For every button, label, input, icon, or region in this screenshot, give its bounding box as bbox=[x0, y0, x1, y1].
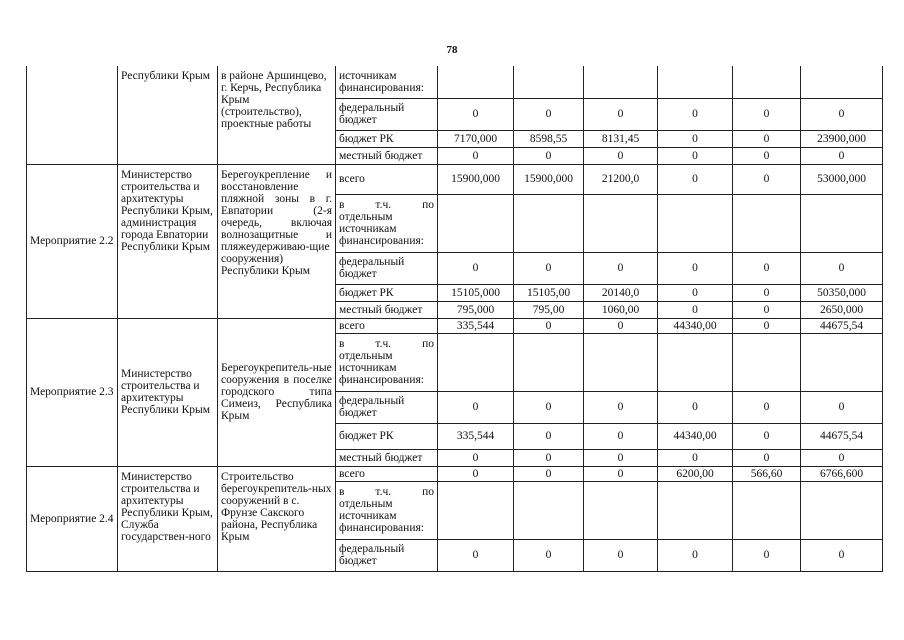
value-cell bbox=[801, 194, 883, 252]
value-cell: 15105,00 bbox=[514, 284, 584, 301]
value-cell: 0 bbox=[438, 391, 514, 423]
value-cell bbox=[658, 481, 733, 539]
value-cell: 0 bbox=[733, 301, 801, 318]
value-cell bbox=[514, 481, 584, 539]
source-cell: в т.ч. по отдельным источникам финансирования: bbox=[336, 194, 438, 252]
value-cell: 0 bbox=[733, 284, 801, 301]
value-cell: 8131,45 bbox=[584, 130, 658, 147]
value-cell: 0 bbox=[658, 284, 733, 301]
value-cell: 0 bbox=[584, 318, 658, 333]
value-cell bbox=[733, 481, 801, 539]
source-cell: всего bbox=[336, 164, 438, 194]
source-cell: федеральный бюджет bbox=[336, 252, 438, 284]
value-cell bbox=[514, 194, 584, 252]
value-cell: 566,60 bbox=[733, 466, 801, 481]
value-cell bbox=[438, 194, 514, 252]
value-cell: 15900,000 bbox=[514, 164, 584, 194]
value-cell: 20140,0 bbox=[584, 284, 658, 301]
value-cell: 0 bbox=[514, 391, 584, 423]
value-cell: 0 bbox=[514, 318, 584, 333]
value-cell: 795,00 bbox=[514, 301, 584, 318]
value-cell: 0 bbox=[514, 147, 584, 164]
source-cell: местный бюджет bbox=[336, 449, 438, 466]
value-cell bbox=[514, 333, 584, 391]
value-cell bbox=[584, 194, 658, 252]
object-cell: Берегоукрепитель-ные сооружения в поселке городского типа Симеиз, Республика Крым bbox=[218, 318, 336, 466]
value-cell: 0 bbox=[584, 252, 658, 284]
table-row bbox=[27, 164, 883, 194]
value-cell: 0 bbox=[658, 449, 733, 466]
value-cell: 0 bbox=[514, 466, 584, 481]
source-cell: федеральный бюджет bbox=[336, 539, 438, 571]
source-cell: бюджет РК bbox=[336, 284, 438, 301]
event-label-cell: Мероприятие 2.3 bbox=[27, 318, 118, 466]
source-cell: федеральный бюджет bbox=[336, 98, 438, 130]
value-cell: 0 bbox=[801, 147, 883, 164]
executor-cell: Республики Крым bbox=[118, 66, 218, 164]
source-cell: местный бюджет bbox=[336, 301, 438, 318]
source-cell: всего bbox=[336, 466, 438, 481]
value-cell: 0 bbox=[584, 98, 658, 130]
value-cell bbox=[514, 66, 584, 98]
value-cell: 0 bbox=[733, 164, 801, 194]
value-cell: 44340,00 bbox=[658, 423, 733, 449]
value-cell: 0 bbox=[658, 301, 733, 318]
value-cell: 0 bbox=[733, 539, 801, 571]
object-cell: в районе Аршинцево, г. Керчь, Республика Крым (строительство), проектные работы bbox=[218, 66, 336, 164]
source-cell: местный бюджет bbox=[336, 147, 438, 164]
event-label-cell: Мероприятие 2.2 bbox=[27, 164, 118, 318]
value-cell: 0 bbox=[438, 539, 514, 571]
object-cell: Берегоукрепление и восстановление пляжной зоны в г. Евпатории (2-я очередь, включая волнозащитные и пляжеудерживаю-щие сооружения) Республики Крым bbox=[218, 164, 336, 318]
value-cell: 0 bbox=[801, 252, 883, 284]
event-label-cell bbox=[27, 66, 118, 164]
value-cell: 44340,00 bbox=[658, 318, 733, 333]
value-cell: 0 bbox=[658, 147, 733, 164]
value-cell bbox=[438, 333, 514, 391]
value-cell bbox=[438, 66, 514, 98]
value-cell: 50350,000 bbox=[801, 284, 883, 301]
value-cell: 15105,000 bbox=[438, 284, 514, 301]
value-cell: 44675,54 bbox=[801, 423, 883, 449]
value-cell bbox=[584, 333, 658, 391]
value-cell: 0 bbox=[658, 164, 733, 194]
table-row bbox=[27, 66, 883, 98]
object-cell: Строительство берегоукрепитель-ных сооружений в с. Фрунзе Сакского района, Республика Крым bbox=[218, 466, 336, 571]
table-row bbox=[27, 466, 883, 481]
source-cell: всего bbox=[336, 318, 438, 333]
value-cell: 0 bbox=[658, 391, 733, 423]
value-cell: 1060,00 bbox=[584, 301, 658, 318]
value-cell: 0 bbox=[801, 98, 883, 130]
value-cell: 0 bbox=[438, 252, 514, 284]
value-cell: 0 bbox=[801, 449, 883, 466]
value-cell bbox=[584, 66, 658, 98]
value-cell: 6766,600 bbox=[801, 466, 883, 481]
value-cell: 0 bbox=[584, 449, 658, 466]
value-cell: 8598,55 bbox=[514, 130, 584, 147]
value-cell: 0 bbox=[514, 252, 584, 284]
value-cell bbox=[438, 481, 514, 539]
event-label-cell: Мероприятие 2.4 bbox=[27, 466, 118, 571]
source-cell: в т.ч. по отдельным источникам финансирования: bbox=[336, 481, 438, 539]
value-cell: 0 bbox=[733, 449, 801, 466]
executor-cell: Министерство строительства и архитектуры Республики Крым, Служба государствен-ного bbox=[118, 466, 218, 571]
value-cell: 0 bbox=[733, 130, 801, 147]
value-cell: 0 bbox=[801, 391, 883, 423]
value-cell: 6200,00 bbox=[658, 466, 733, 481]
value-cell bbox=[658, 194, 733, 252]
value-cell: 53000,000 bbox=[801, 164, 883, 194]
value-cell: 0 bbox=[658, 539, 733, 571]
value-cell: 0 bbox=[658, 98, 733, 130]
value-cell: 0 bbox=[733, 252, 801, 284]
value-cell: 0 bbox=[733, 391, 801, 423]
value-cell bbox=[801, 481, 883, 539]
value-cell: 0 bbox=[658, 130, 733, 147]
page-number: 78 bbox=[446, 44, 458, 56]
value-cell: 335,544 bbox=[438, 423, 514, 449]
value-cell: 335,544 bbox=[438, 318, 514, 333]
value-cell: 0 bbox=[438, 466, 514, 481]
value-cell: 0 bbox=[584, 391, 658, 423]
source-cell: в т.ч. по отдельным источникам финансирования: bbox=[336, 333, 438, 391]
financing-table bbox=[26, 66, 883, 572]
value-cell: 7170,000 bbox=[438, 130, 514, 147]
value-cell bbox=[801, 333, 883, 391]
source-cell: бюджет РК bbox=[336, 423, 438, 449]
value-cell: 0 bbox=[438, 147, 514, 164]
value-cell: 0 bbox=[801, 539, 883, 571]
value-cell: 0 bbox=[733, 98, 801, 130]
value-cell bbox=[733, 194, 801, 252]
value-cell bbox=[733, 333, 801, 391]
value-cell bbox=[658, 66, 733, 98]
source-cell: федеральный бюджет bbox=[336, 391, 438, 423]
value-cell: 0 bbox=[584, 147, 658, 164]
value-cell bbox=[584, 481, 658, 539]
value-cell bbox=[658, 333, 733, 391]
source-cell: источникам финансирования: bbox=[336, 66, 438, 98]
value-cell: 0 bbox=[733, 147, 801, 164]
value-cell: 2650,000 bbox=[801, 301, 883, 318]
value-cell: 0 bbox=[584, 423, 658, 449]
value-cell: 0 bbox=[733, 318, 801, 333]
value-cell: 15900,000 bbox=[438, 164, 514, 194]
value-cell bbox=[801, 66, 883, 98]
value-cell: 0 bbox=[514, 449, 584, 466]
value-cell: 0 bbox=[584, 466, 658, 481]
value-cell: 44675,54 bbox=[801, 318, 883, 333]
value-cell: 23900,000 bbox=[801, 130, 883, 147]
value-cell: 21200,0 bbox=[584, 164, 658, 194]
value-cell: 0 bbox=[658, 252, 733, 284]
value-cell: 0 bbox=[438, 98, 514, 130]
value-cell: 0 bbox=[514, 98, 584, 130]
table-row bbox=[27, 318, 883, 333]
executor-cell: Министерство строительства и архитектуры Республики Крым, администрация города Евпатории Республики Крым bbox=[118, 164, 218, 318]
value-cell: 795,000 bbox=[438, 301, 514, 318]
value-cell: 0 bbox=[438, 449, 514, 466]
value-cell: 0 bbox=[584, 539, 658, 571]
value-cell: 0 bbox=[514, 539, 584, 571]
value-cell: 0 bbox=[733, 423, 801, 449]
value-cell: 0 bbox=[514, 423, 584, 449]
executor-cell: Министерство строительства и архитектуры Республики Крым bbox=[118, 318, 218, 466]
value-cell bbox=[733, 66, 801, 98]
source-cell: бюджет РК bbox=[336, 130, 438, 147]
